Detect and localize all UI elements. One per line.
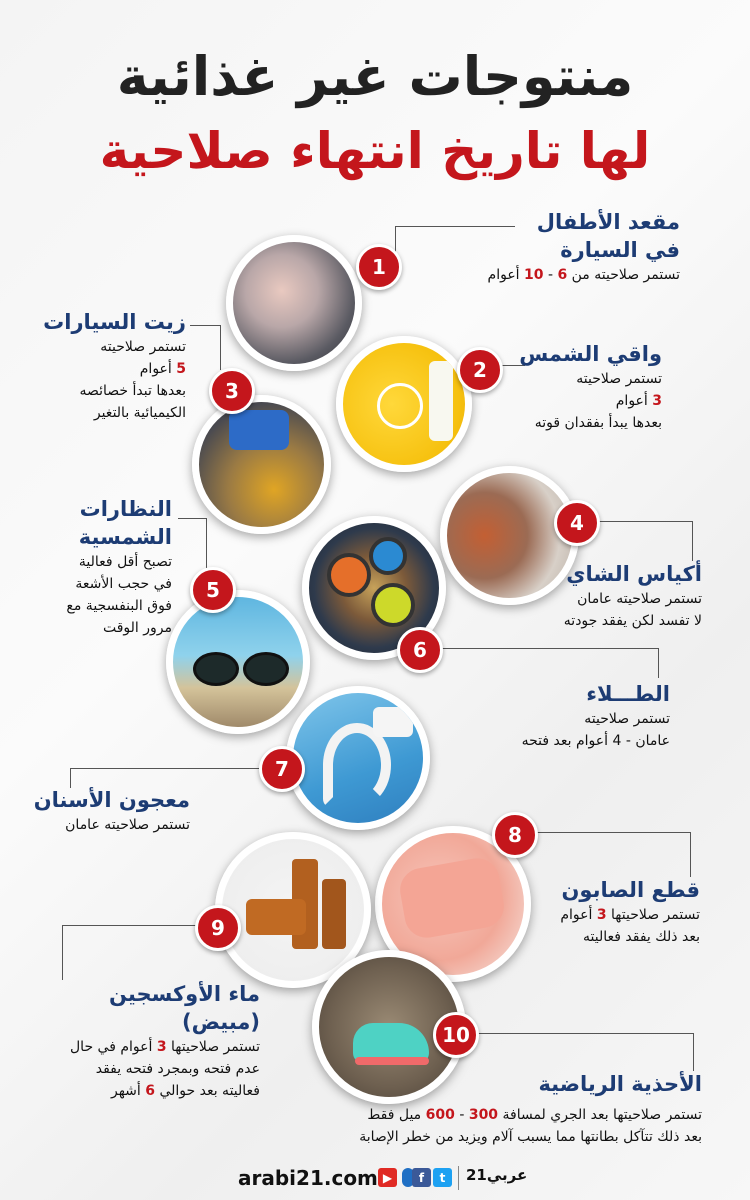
number-badge-3: 3 <box>209 368 255 414</box>
footer-divider <box>458 1166 459 1190</box>
item-2-text <box>470 340 662 434</box>
item-10-line2: بعد ذلك تتآكل بطانتها مما يسبب آلام ويزيد من خطر الإصابة <box>359 1129 702 1145</box>
item-8-text <box>500 876 700 948</box>
connector-9b <box>62 925 63 980</box>
item-3-title: زيت السيارات <box>43 310 186 334</box>
connector-8b <box>690 832 691 877</box>
connector-8 <box>530 832 690 833</box>
connector-3b <box>220 325 221 370</box>
twitter-icon[interactable]: t <box>433 1168 452 1187</box>
site-url[interactable]: arabi21.com <box>238 1166 378 1190</box>
item-2-line2: 3 أعوام <box>615 393 662 409</box>
sunscreen-image <box>336 336 472 472</box>
item-2-line3: بعدها يبدأ بفقدان قوته <box>534 415 662 431</box>
facebook-icon[interactable]: f <box>412 1168 431 1187</box>
item-9-line1: تستمر صلاحيتها 3 أعوام في حال <box>70 1039 260 1055</box>
item-1-title-line1: مقعد الأطفال <box>536 210 680 234</box>
item-7-text <box>30 786 190 836</box>
item-6-text <box>440 680 670 752</box>
item-10-text <box>300 1070 702 1098</box>
item-5-line2: في حجب الأشعة <box>75 576 172 592</box>
number-badge-5: 5 <box>190 567 236 613</box>
item-1-desc: تستمر صلاحيته من 6 - 10 أعوام <box>487 267 680 283</box>
item-10-title: الأحذية الرياضية <box>538 1072 702 1096</box>
item-3-text <box>36 308 186 424</box>
connector-10 <box>475 1033 693 1034</box>
item-7-title: معجون الأسنان <box>33 788 190 812</box>
page-subtitle: لها تاريخ انتهاء صلاحية <box>99 122 651 180</box>
item-5-title-line2: الشمسية <box>78 525 172 549</box>
number-badge-4: 4 <box>554 500 600 546</box>
number-badge-9: 9 <box>195 905 241 951</box>
connector-6 <box>438 648 658 649</box>
connector-10b <box>693 1033 694 1071</box>
item-5-line1: تصبح أقل فعالية <box>78 554 172 570</box>
number-badge-2: 2 <box>457 347 503 393</box>
youtube-icon[interactable]: ▶ <box>378 1168 397 1187</box>
connector-3 <box>190 325 220 326</box>
number-badge-6: 6 <box>397 627 443 673</box>
number-badge-1: 1 <box>356 244 402 290</box>
connector-7 <box>70 768 260 769</box>
item-6-line2: عامان - 4 أعوام بعد فتحه <box>521 733 670 749</box>
car-seat-image <box>226 235 362 371</box>
item-4-text <box>480 560 702 632</box>
connector-4b <box>692 521 693 561</box>
item-2-title: واقي الشمس <box>519 342 662 366</box>
number-badge-10: 10 <box>433 1012 479 1058</box>
item-9-line2: عدم فتحه وبمجرد فتحه يفقد <box>95 1061 260 1077</box>
number-badge-7: 7 <box>259 746 305 792</box>
item-3-line1: تستمر صلاحيته <box>100 339 186 355</box>
item-3-line3: بعدها تبدأ خصائصه <box>79 383 186 399</box>
connector-5 <box>178 518 206 519</box>
connector-7b <box>70 768 71 788</box>
item-8-title: قطع الصابون <box>561 878 700 902</box>
item-9-text <box>30 980 260 1102</box>
item-5-text <box>20 495 172 639</box>
item-3-line4: الكيميائية بالتغير <box>93 405 186 421</box>
connector-6b <box>658 648 659 678</box>
item-5-title-line1: النظارات <box>79 497 172 521</box>
item-1-title-line2: في السيارة <box>560 238 680 262</box>
page-title: منتوجات غير غذائية <box>116 45 634 108</box>
brand-logo: عربي21 <box>466 1166 528 1184</box>
toothpaste-image <box>286 686 430 830</box>
item-3-line2: 5 أعوام <box>139 361 186 377</box>
item-2-line1: تستمر صلاحيته <box>576 371 662 387</box>
item-9-line3: فعاليته بعد حوالي 6 أشهر <box>111 1083 260 1099</box>
motor-oil-image <box>192 395 331 534</box>
item-7-line1: تستمر صلاحيته عامان <box>65 817 190 833</box>
item-9-title: ماء الأوكسجين (مبيض) <box>108 982 260 1034</box>
item-8-line1: تستمر صلاحيتها 3 أعوام <box>560 907 700 923</box>
connector-9 <box>62 925 196 926</box>
connector-4 <box>592 521 692 522</box>
sunglasses-image <box>166 590 310 734</box>
item-5-line3: فوق البنفسجية مع <box>66 598 172 614</box>
item-10-desc <box>280 1104 702 1148</box>
item-4-line1: تستمر صلاحيته عامان <box>577 591 702 607</box>
item-4-title: أكياس الشاي <box>566 562 702 586</box>
item-10-line1: تستمر صلاحيتها بعد الجري لمسافة 300 - 600 ميل فقط <box>367 1107 702 1123</box>
connector-5b <box>206 518 207 573</box>
item-5-line4: مرور الوقت <box>102 620 172 636</box>
number-badge-8: 8 <box>492 812 538 858</box>
item-1-text <box>420 208 680 286</box>
item-6-title: الطـــلاء <box>586 682 670 706</box>
item-8-line2: بعد ذلك يفقد فعاليته <box>583 929 700 945</box>
item-4-line2: لا تفسد لكن يفقد جودته <box>563 613 702 629</box>
item-6-line1: تستمر صلاحيته <box>584 711 670 727</box>
